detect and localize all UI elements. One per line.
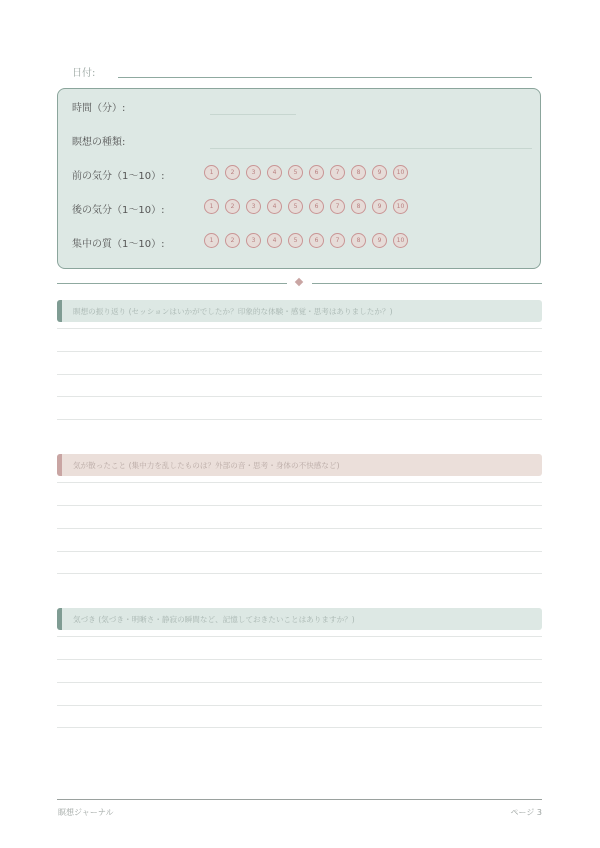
divider-right [312, 283, 542, 284]
rating-option-mood-after-2[interactable]: 2 [225, 199, 240, 214]
footer-divider [57, 799, 542, 800]
rating-option-mood-after-7[interactable]: 7 [330, 199, 345, 214]
rating-option-mood-after-1[interactable]: 1 [204, 199, 219, 214]
section-heading [62, 306, 393, 317]
rating-option-mood-before-10[interactable]: 10 [393, 165, 408, 180]
session-info-box [57, 88, 541, 269]
page-number: ページ 3 [510, 808, 542, 817]
mood-before-scale [204, 165, 408, 180]
mood-after-label: 後の気分（1〜10）: [72, 205, 165, 216]
rating-option-mood-before-2[interactable]: 2 [225, 165, 240, 180]
mood-after-scale [204, 199, 408, 214]
writing-line[interactable] [57, 328, 542, 329]
rating-option-mood-after-9[interactable]: 9 [372, 199, 387, 214]
rating-option-focus-2[interactable]: 2 [225, 233, 240, 248]
writing-line[interactable] [57, 659, 542, 660]
rating-option-mood-before-8[interactable]: 8 [351, 165, 366, 180]
section-insights-header [57, 608, 542, 630]
rating-option-mood-before-9[interactable]: 9 [372, 165, 387, 180]
type-field[interactable] [210, 148, 532, 149]
writing-line[interactable] [57, 573, 542, 574]
writing-line[interactable] [57, 528, 542, 529]
divider-diamond [295, 278, 303, 286]
date-label: 日付: [72, 68, 96, 79]
focus-scale [204, 233, 408, 248]
rating-option-focus-5[interactable]: 5 [288, 233, 303, 248]
writing-line[interactable] [57, 682, 542, 683]
date-field[interactable] [118, 77, 532, 78]
writing-line[interactable] [57, 727, 542, 728]
section-reflection-header [57, 300, 542, 322]
rating-option-mood-before-6[interactable]: 6 [309, 165, 324, 180]
section-distractions-header [57, 454, 542, 476]
rating-option-mood-before-5[interactable]: 5 [288, 165, 303, 180]
rating-option-focus-3[interactable]: 3 [246, 233, 261, 248]
writing-line[interactable] [57, 419, 542, 420]
rating-option-mood-after-6[interactable]: 6 [309, 199, 324, 214]
writing-line[interactable] [57, 351, 542, 352]
rating-option-mood-before-1[interactable]: 1 [204, 165, 219, 180]
rating-option-focus-4[interactable]: 4 [267, 233, 282, 248]
rating-option-mood-before-3[interactable]: 3 [246, 165, 261, 180]
time-label: 時間（分）: [72, 103, 126, 114]
time-field[interactable] [210, 114, 296, 115]
rating-option-focus-10[interactable]: 10 [393, 233, 408, 248]
section-hint: (セッションはいかがでしたか？印象的な体験・感覚・思考はありましたか？) [128, 306, 393, 316]
rating-option-focus-6[interactable]: 6 [309, 233, 324, 248]
rating-option-focus-1[interactable]: 1 [204, 233, 219, 248]
focus-label: 集中の質（1〜10）: [72, 239, 165, 250]
writing-line[interactable] [57, 636, 542, 637]
section-title: 気づき [73, 614, 96, 624]
rating-option-mood-after-10[interactable]: 10 [393, 199, 408, 214]
rating-option-mood-after-8[interactable]: 8 [351, 199, 366, 214]
section-heading [62, 614, 355, 625]
mood-before-label: 前の気分（1〜10）: [72, 171, 165, 182]
section-hint: (気づき・明晰さ・静寂の瞬間など、記憶しておきたいことはありますか？) [98, 614, 355, 624]
writing-line[interactable] [57, 482, 542, 483]
section-title: 気が散ったこと [73, 460, 127, 470]
writing-line[interactable] [57, 396, 542, 397]
rating-option-mood-after-3[interactable]: 3 [246, 199, 261, 214]
rating-option-mood-before-4[interactable]: 4 [267, 165, 282, 180]
writing-line[interactable] [57, 705, 542, 706]
writing-line[interactable] [57, 551, 542, 552]
rating-option-focus-8[interactable]: 8 [351, 233, 366, 248]
rating-option-mood-before-7[interactable]: 7 [330, 165, 345, 180]
section-hint: (集中力を乱したものは？外部の音・思考・身体の不快感など) [128, 460, 340, 470]
footer-title: 瞑想ジャーナル [58, 808, 114, 817]
section-title: 瞑想の振り返り [73, 306, 127, 316]
type-label: 瞑想の種類: [72, 137, 126, 148]
writing-line[interactable] [57, 505, 542, 506]
rating-option-mood-after-4[interactable]: 4 [267, 199, 282, 214]
rating-option-focus-7[interactable]: 7 [330, 233, 345, 248]
section-heading [62, 460, 340, 471]
divider-left [57, 283, 287, 284]
rating-option-mood-after-5[interactable]: 5 [288, 199, 303, 214]
writing-line[interactable] [57, 374, 542, 375]
rating-option-focus-9[interactable]: 9 [372, 233, 387, 248]
